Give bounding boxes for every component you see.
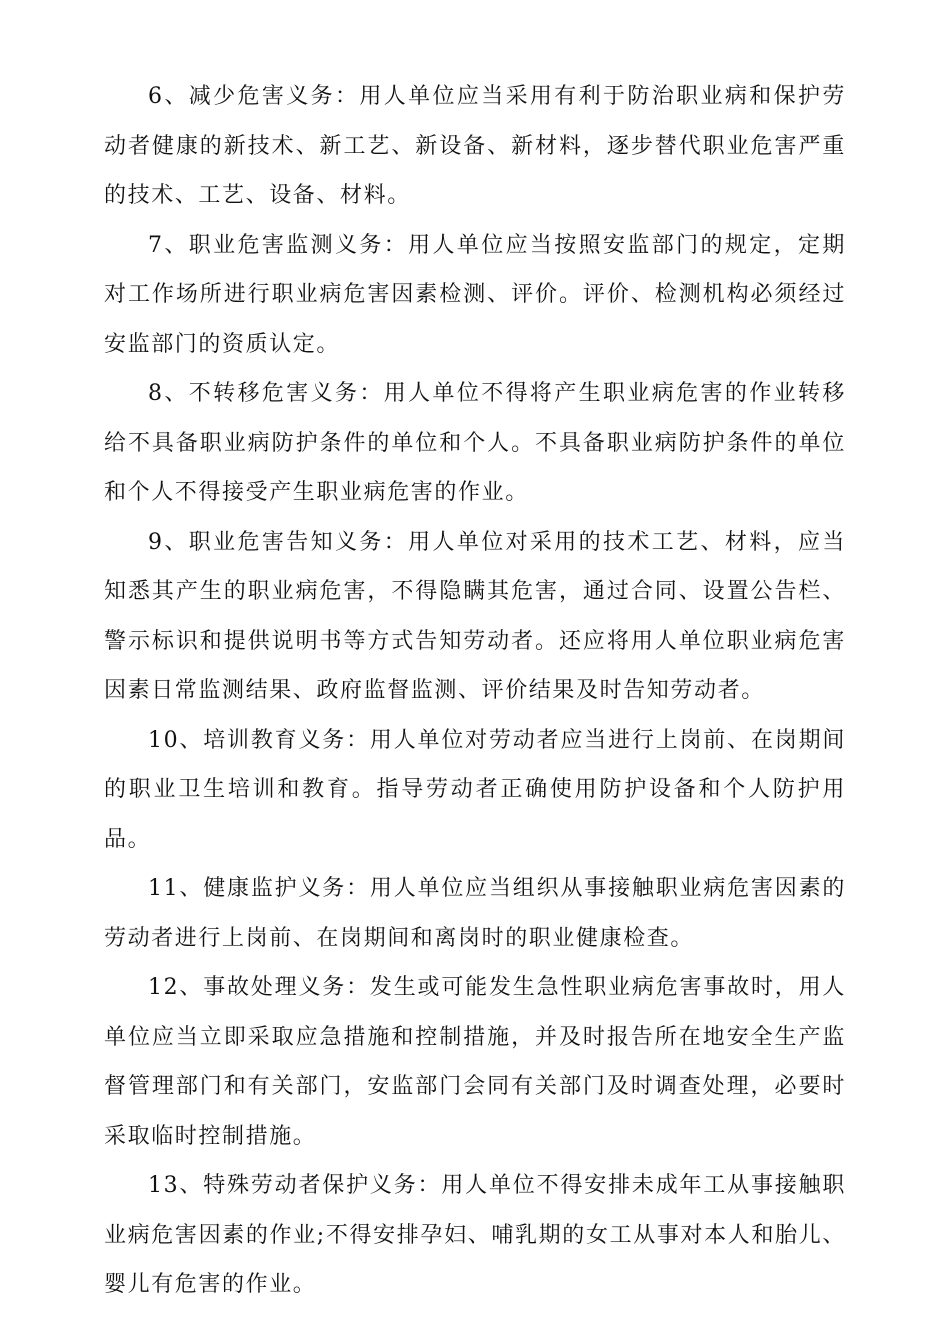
paragraph-obligation-6: 6、减少危害义务：用人单位应当采用有利于防治职业病和保护劳动者健康的新技术、新工艺、新设备、新材料，逐步替代职业危害严重的技术、工艺、设备、材料。: [104, 84, 846, 208]
document-page: [104, 72, 846, 1310]
paragraph-obligation-12: 12、事故处理义务：发生或可能发生急性职业病危害事故时，用人单位应当立即采取应急措施和控制措施，并及时报告所在地安全生产监督管理部门和有关部门，安监部门会同有关部门及时调查处理，必要时采取临时控制措施。: [104, 975, 846, 1149]
paragraph-obligation-7: 7、职业危害监测义务：用人单位应当按照安监部门的规定，定期对工作场所进行职业病危害因素检测、评价。评价、检测机构必须经过安监部门的资质认定。: [104, 232, 846, 357]
paragraph-obligation-13: 13、特殊劳动者保护义务：用人单位不得安排未成年工从事接触职业病危害因素的作业;不得安排孕妇、哺乳期的女工从事对本人和胎儿、婴儿有危害的作业。: [104, 1173, 846, 1297]
paragraph-obligation-8: 8、不转移危害义务：用人单位不得将产生职业病危害的作业转移给不具备职业病防护条件的单位和个人。不具备职业病防护条件的单位和个人不得接受产生职业病危害的作业。: [104, 381, 846, 505]
paragraph-obligation-10: 10、培训教育义务：用人单位对劳动者应当进行上岗前、在岗期间的职业卫生培训和教育。指导劳动者正确使用防护设备和个人防护用品。: [104, 727, 846, 852]
paragraph-obligation-11: 11、健康监护义务：用人单位应当组织从事接触职业病危害因素的劳动者进行上岗前、在岗期间和离岗时的职业健康检查。: [104, 876, 846, 951]
paragraph-obligation-9: 9、职业危害告知义务：用人单位对采用的技术工艺、材料，应当知悉其产生的职业病危害，不得隐瞒其危害，通过合同、设置公告栏、警示标识和提供说明书等方式告知劳动者。还应将用人单位职业病危害因素日常监测结果、政府监督监测、评价结果及时告知劳动者。: [104, 529, 846, 703]
